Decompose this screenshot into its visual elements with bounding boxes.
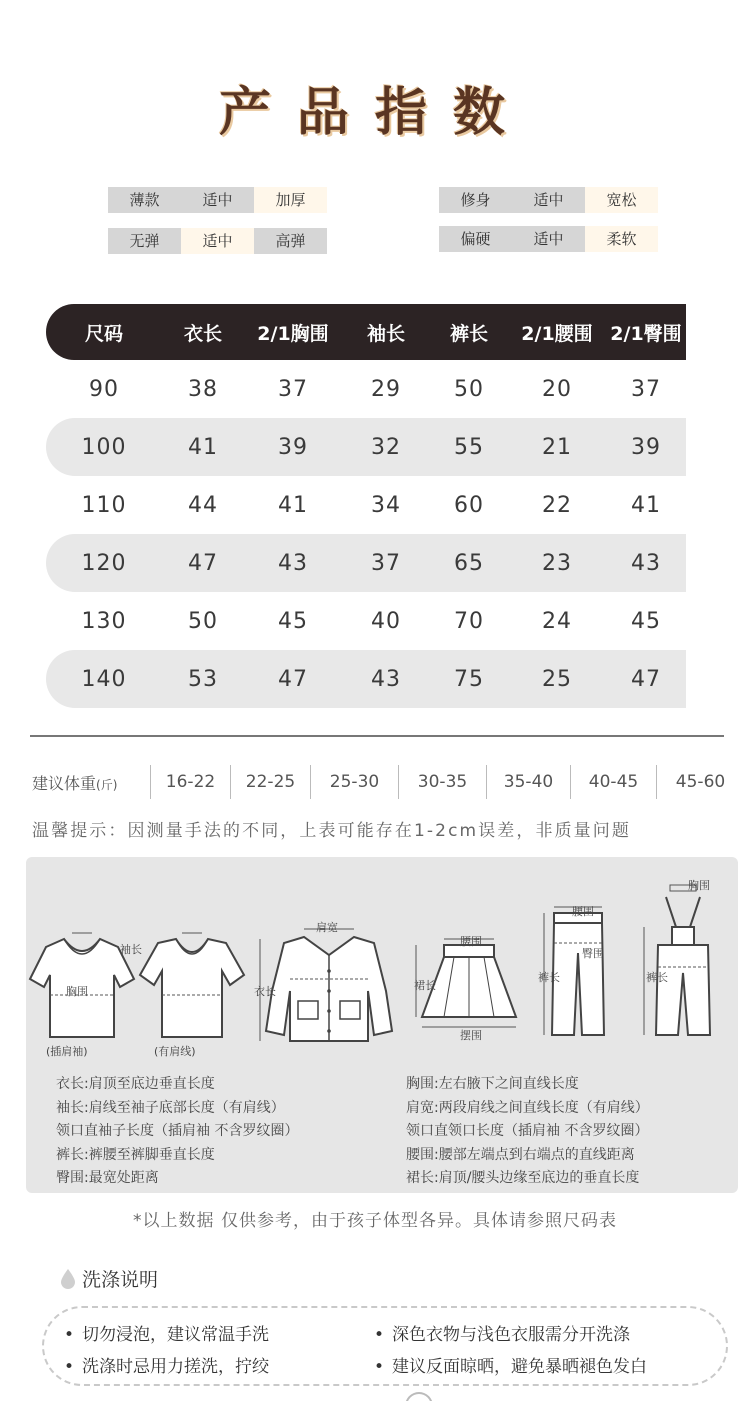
sleeve-label: 袖长 [120, 943, 142, 956]
shoulder-seam-tee-figure [136, 919, 248, 1049]
softness-option: 偏硬 [460, 230, 491, 248]
measurement-tip: 温馨提示：因测量手法的不同，上表可能存在1-2cm误差，非质量问题 [32, 821, 631, 841]
reference-note: *以上数据 仅供参考，由于孩子体型各异。具体请参照尺码表 [133, 1211, 617, 1231]
table-cell: 130 [81, 608, 127, 634]
trousers-waist-label: 腰围 [572, 905, 594, 918]
table-cell: 39 [631, 434, 661, 460]
definition-item: 袖长:肩线至袖子底部长度（有肩线） [56, 1099, 285, 1116]
table-cell: 43 [631, 550, 661, 576]
table-cell: 90 [89, 376, 119, 402]
weight-row [32, 762, 744, 802]
definitions-left [56, 1073, 298, 1191]
table-cell: 41 [278, 492, 308, 518]
table-row [46, 592, 686, 650]
trousers-length-label: 裤长 [538, 971, 560, 984]
thickness-option-selected: 加厚 [254, 187, 327, 213]
table-cell: 34 [371, 492, 401, 518]
table-row [46, 418, 686, 476]
table-cell: 55 [454, 434, 484, 460]
table-cell: 25 [542, 666, 572, 692]
thickness-option: 薄款 [129, 191, 160, 209]
thickness-scale [108, 187, 327, 213]
table-cell: 39 [278, 434, 308, 460]
hem-label: 摆围 [460, 1029, 482, 1042]
overalls-chest-label: 胸围 [688, 879, 710, 892]
elasticity-option-selected: 适中 [181, 228, 254, 254]
water-drop-icon [60, 1268, 76, 1290]
wash-item: • 洗涤时忌用力搓洗，拧绞 [64, 1352, 269, 1377]
elasticity-scale [108, 228, 327, 254]
definition-item: 肩宽:两段肩线之间直线长度（有肩线） [406, 1099, 649, 1116]
table-cell: 38 [188, 376, 218, 402]
table-cell: 120 [81, 550, 127, 576]
wash-item: • 深色衣物与浅色衣服需分开洗涤 [374, 1320, 630, 1345]
fit-option-selected: 宽松 [585, 187, 658, 213]
wash-item: • 切勿浸泡，建议常温手洗 [64, 1320, 269, 1345]
table-cell: 70 [454, 608, 484, 634]
shoulder-caption: (有肩线) [154, 1045, 196, 1058]
elasticity-option: 无弹 [129, 232, 160, 250]
softness-option-selected: 柔软 [585, 226, 658, 252]
size-table-header [46, 304, 686, 360]
table-cell: 43 [371, 666, 401, 692]
weight-label [32, 771, 150, 794]
table-cell: 23 [542, 550, 572, 576]
header-cell: 2/1臀围 [610, 322, 682, 345]
table-row [46, 650, 686, 708]
definition-item: 领口直领口长度（插肩袖 不含罗纹圈） [406, 1123, 649, 1139]
table-cell: 47 [278, 666, 308, 692]
weight-unit: (斤) [96, 777, 118, 792]
wash-item: • 建议反面晾晒，避免暴晒褪色发白 [374, 1352, 647, 1377]
table-cell: 110 [81, 492, 127, 518]
table-cell: 21 [542, 434, 572, 460]
table-cell: 60 [454, 492, 484, 518]
wash-heading [60, 1265, 158, 1292]
thickness-option: 适中 [202, 191, 233, 209]
table-cell: 45 [278, 608, 308, 634]
definition-item: 领口直袖子长度（插肩袖 不含罗纹圈） [56, 1123, 299, 1139]
table-cell: 53 [188, 666, 218, 692]
table-cell: 40 [371, 608, 401, 634]
table-cell: 20 [542, 376, 572, 402]
table-cell: 41 [188, 434, 218, 460]
table-cell: 45 [631, 608, 661, 634]
table-row [46, 534, 686, 592]
jacket-figure [254, 921, 404, 1051]
chest-label: 胸围 [66, 985, 88, 998]
raglan-caption: (插肩袖) [46, 1045, 88, 1058]
header-cell: 裤长 [449, 322, 488, 345]
overalls-figure [636, 877, 726, 1043]
weight-value: 35-40 [486, 765, 570, 799]
definition-item: 臀围:最宽处距离 [56, 1170, 159, 1186]
table-cell: 44 [188, 492, 218, 518]
weight-value: 30-35 [398, 765, 486, 799]
size-table [46, 304, 686, 708]
fit-option: 适中 [533, 191, 564, 209]
table-cell: 43 [278, 550, 308, 576]
table-cell: 47 [631, 666, 661, 692]
header-cell: 2/1胸围 [257, 322, 329, 345]
waist-label: 腰围 [460, 935, 482, 948]
table-cell: 50 [188, 608, 218, 634]
definition-item: 腰围:腰部左端点到右端点的直线距离 [406, 1146, 635, 1163]
weight-label-text: 建议体重 [32, 773, 97, 793]
header-cell: 袖长 [366, 322, 405, 345]
decorative-arc [405, 1392, 433, 1401]
table-cell: 37 [278, 376, 308, 402]
table-cell: 47 [188, 550, 218, 576]
length-label: 衣长 [254, 985, 276, 998]
shoulder-width-label: 肩宽 [316, 921, 338, 934]
header-cell: 尺码 [84, 322, 123, 345]
table-cell: 50 [454, 376, 484, 402]
wash-title: 洗涤说明 [82, 1269, 159, 1291]
table-row [46, 476, 686, 534]
table-cell: 32 [371, 434, 401, 460]
skirt-length-label: 裙长 [414, 979, 436, 992]
weight-value: 25-30 [310, 765, 398, 799]
header-cell: 衣长 [183, 322, 222, 345]
section-divider [30, 735, 724, 737]
table-cell: 37 [631, 376, 661, 402]
softness-option: 适中 [533, 230, 564, 248]
measurement-guide [26, 857, 738, 1193]
table-cell: 100 [81, 434, 127, 460]
definition-item: 裙长:肩顶/腰头边缘至底边的垂直长度 [406, 1170, 640, 1186]
table-row [46, 360, 686, 418]
table-cell: 24 [542, 608, 572, 634]
weight-value: 22-25 [230, 765, 310, 799]
table-cell: 65 [454, 550, 484, 576]
table-cell: 140 [81, 666, 127, 692]
table-cell: 41 [631, 492, 661, 518]
definition-item: 裤长:裤腰至裤脚垂直长度 [56, 1146, 215, 1163]
weight-value: 45-60 [656, 765, 744, 799]
table-cell: 75 [454, 666, 484, 692]
table-cell: 22 [542, 492, 572, 518]
fit-scale [439, 187, 658, 213]
softness-scale [439, 226, 658, 252]
definition-item: 胸围:左右腋下之间直线长度 [406, 1076, 579, 1092]
elasticity-option: 高弹 [275, 232, 306, 250]
fit-option: 修身 [460, 191, 491, 209]
weight-value: 16-22 [150, 765, 230, 799]
weight-value: 40-45 [570, 765, 656, 799]
page-title: 产品指数 [218, 82, 531, 143]
definitions-right [406, 1073, 649, 1191]
overalls-length-label: 裤长 [646, 971, 668, 984]
table-cell: 37 [371, 550, 401, 576]
header-cell: 2/1腰围 [521, 322, 593, 345]
table-cell: 29 [371, 376, 401, 402]
hip-label: 臀围 [582, 947, 604, 960]
definition-item: 衣长:肩顶至底边垂直长度 [56, 1076, 215, 1092]
